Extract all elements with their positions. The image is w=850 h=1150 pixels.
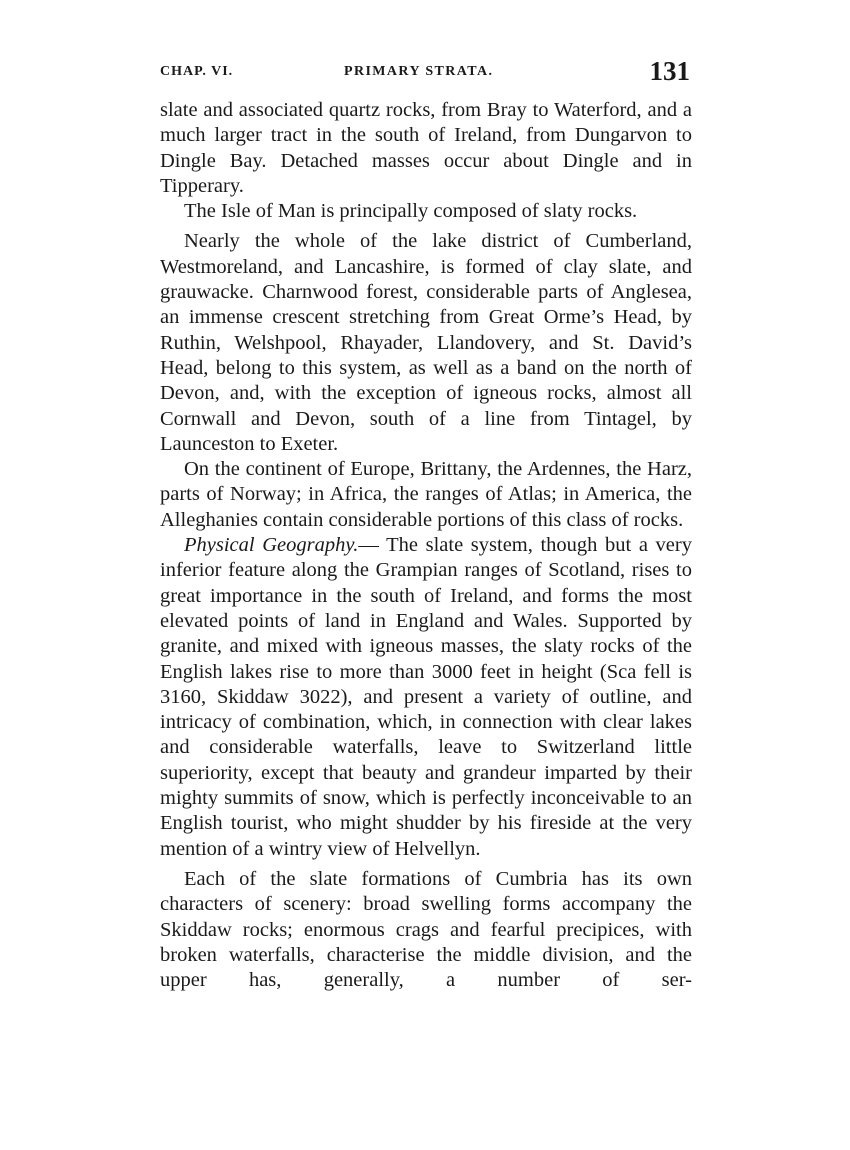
paragraph-1 xyxy=(160,98,692,199)
page-number: 131 xyxy=(649,56,690,86)
paragraph-2-text: The Isle of Man is principally composed of slaty rocks. xyxy=(184,200,638,223)
paragraph-6-text: Each of the slate formations of Cumbria has its own characters of scenery: broad swelling forms accompany the Skiddaw rocks; enormous crags and fearful precipices, with broken waterfalls, characterise the middle division, and the upper has, generally, a number of ser- xyxy=(160,867,692,992)
running-title: PRIMARY STRATA. xyxy=(344,64,494,79)
paragraph-3-text: Nearly the whole of the lake district of Cumberland, Westmoreland, and Lancashire, is formed of clay slate, and grauwacke. Charnwood forest, considerable parts of Anglesea, an immense crescent stretching from Great Orme’s Head, by Ruthin, Welshpool, Rhayader, Llandovery, and St. David’s Head, belong to this system, as well as a band on the north of Devon, and, with the exception of igneous rocks, almost all Cornwall and Devon, south of a line from Tintagel, by Launceston to Exeter. xyxy=(160,230,692,455)
paragraph-5-text: — The slate system, though but a very inferior feature along the Grampian ranges of Scotland, rises to great importance in the south of Ireland, and forms the most elevated points of land in England and Wales. Supported by granite, and mixed with igneous masses, the slaty rocks of the English lakes rise to more than 3000 feet in height (Sca fell is 3160, Skiddaw 3022), and present a variety of outline, and intricacy of combination, which, in connection with clear lakes and considerable waterfalls, leave to Switzerland little superiority, except that beauty and grandeur imparted by their mighty summits of snow, which is perfectly inconceivable to an English tourist, who might shudder by his fireside at the very mention of a wintry view of Helvellyn. xyxy=(160,534,692,860)
body-text xyxy=(160,98,692,993)
running-header xyxy=(160,56,692,92)
paragraph-3 xyxy=(160,229,692,457)
paragraph-1-text: slate and associated quartz rocks, from Bray to Waterford, and a much larger tract in the south of Ireland, from Dungarvon to Dingle Bay. Detached masses occur about Dingle and in Tipperary. xyxy=(160,99,692,197)
chapter-label: CHAP. VI. xyxy=(160,64,234,79)
paragraph-5 xyxy=(160,533,692,862)
paragraph-2 xyxy=(160,199,692,224)
paragraph-4 xyxy=(160,457,692,533)
section-heading: Physical Geography. xyxy=(184,534,359,557)
paragraph-4-text: On the continent of Europe, Brittany, the Ardennes, the Harz, parts of Norway; in Africa, the ranges of Atlas; in America, the Alleghanies contain considerable portions of this class of rocks. xyxy=(160,458,692,531)
paragraph-6 xyxy=(160,867,692,993)
